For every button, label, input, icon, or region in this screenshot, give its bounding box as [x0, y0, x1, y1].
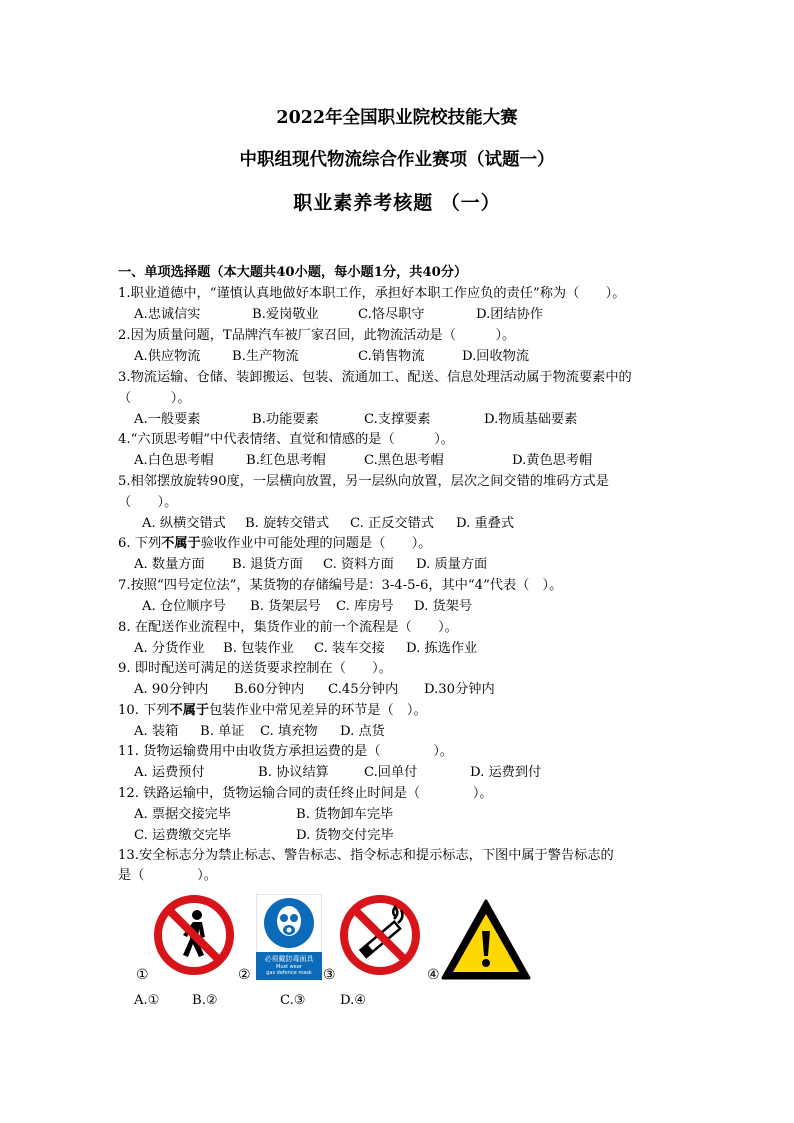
warning-triangle-sign-icon	[440, 898, 532, 982]
q7-option-d: D. 货架号	[414, 599, 473, 614]
q6-stem-start: 6. 下列	[118, 536, 162, 551]
gas-mask-sign-english-1: Must wear	[276, 964, 302, 970]
question-13-stem-cont: 是（ ）。	[118, 868, 217, 883]
q13-option-a: A.①	[134, 993, 160, 1008]
q6-option-c: C. 资料方面	[323, 557, 394, 572]
q13-option-c: C.③	[280, 993, 306, 1008]
event-title: 中职组现代物流综合作业赛项（试题一）	[239, 150, 555, 170]
q6-emphasis-not: 不属于	[161, 536, 201, 551]
no-smoking-sign-icon	[338, 893, 422, 977]
q10-option-a: A. 装箱	[134, 724, 179, 739]
question-9-stem: 9. 即时配送可满足的送货要求控制在（ ）。	[118, 661, 392, 676]
q1-option-c: C.恪尽职守	[358, 307, 425, 322]
q11-option-a: A. 运费预付	[134, 765, 205, 780]
q2-option-c: C.销售物流	[358, 349, 425, 364]
q5-option-d: D. 重叠式	[456, 516, 515, 531]
no-pedestrian-sign-icon	[152, 893, 236, 977]
q11-option-c: C.回单付	[364, 765, 418, 780]
q10-stem-end: 包装作业中常见差异的环节是（ ）。	[209, 703, 427, 718]
gas-mask-sign-english-2: gas defence mask	[266, 970, 312, 976]
q8-option-b: B. 包装作业	[223, 641, 294, 656]
q8-option-a: A. 分货作业	[134, 641, 205, 656]
q4-option-b: B.红色思考帽	[246, 453, 326, 468]
q12-option-d: D. 货物交付完毕	[296, 828, 394, 843]
q10-emphasis-not: 不属于	[169, 703, 210, 718]
q9-option-a: A. 90分钟内	[134, 682, 209, 697]
q7-option-b: B. 货架层号	[250, 599, 321, 614]
q13-option-b: B.②	[192, 993, 218, 1008]
section-heading: 一、单项选择题（本大题共40小题，每小题1分，共40分）	[118, 265, 468, 280]
q4-option-a: A.白色思考帽	[134, 453, 214, 468]
question-5-stem-cont: （ ）。	[118, 495, 178, 510]
question-6-stem	[118, 535, 432, 552]
q6-stem-end: 验收作业中可能处理的问题是（ ）。	[200, 536, 432, 551]
q13-option-d: D.④	[340, 993, 367, 1008]
q6-option-d: D. 质量方面	[416, 557, 488, 572]
sign-label-3: ③	[323, 967, 336, 983]
q12-option-a: A. 票据交接完毕	[134, 807, 232, 822]
q9-option-b: B.60分钟内	[234, 682, 305, 697]
question-5-stem: 5.相邻摆放旋转90度，一层横向放置，另一层纵向放置，层次之间交错的堆码方式是	[118, 474, 609, 489]
exam-title: 职业素养考核题 （一）	[293, 192, 501, 214]
q6-option-a: A. 数量方面	[134, 557, 205, 572]
question-13-stem: 13.安全标志分为禁止标志、警告标志、指令标志和提示标志，下图中属于警告标志的	[118, 848, 614, 863]
q10-option-d: D. 点货	[340, 724, 385, 739]
question-3-stem: 3.物流运输、仓储、装卸搬运、包装、流通加工、配送、信息处理活动属于物流要素中的	[118, 370, 632, 385]
question-8-stem: 8. 在配送作业流程中，集货作业的前一个流程是（ ）。	[118, 620, 458, 635]
gas-mask-sign-text: 必须戴防毒面具	[264, 955, 314, 963]
question-11-stem: 11. 货物运输费用中由收货方承担运费的是（ ）。	[118, 744, 454, 759]
q7-option-c: C. 库房号	[336, 599, 394, 614]
question-12-stem: 12. 铁路运输中，货物运输合同的责任终止时间是（ ）。	[118, 786, 493, 801]
q12-option-b: B. 货物卸车完毕	[296, 807, 394, 822]
question-3-stem-cont: （ ）。	[118, 391, 191, 406]
sign-label-2: ②	[238, 967, 251, 983]
question-1-stem: 1.职业道德中，“谨慎认真地做好本职工作，承担好本职工作应负的责任”称为（ ）。	[118, 286, 626, 301]
q5-option-b: B. 旋转交错式	[245, 516, 330, 531]
question-4-stem: 4.“六顶思考帽”中代表情绪、直觉和情感的是（ ）。	[118, 432, 454, 447]
q11-option-d: D. 运费到付	[470, 765, 542, 780]
q5-option-a: A. 纵横交错式	[142, 516, 226, 531]
q1-option-a: A.忠诚信实	[134, 307, 201, 322]
sign-label-1: ①	[136, 967, 149, 983]
q3-option-a: A.一般要素	[134, 412, 201, 427]
q4-option-d: D.黄色思考帽	[512, 453, 593, 468]
q8-option-c: C. 装车交接	[314, 641, 385, 656]
q9-option-c: C.45分钟内	[328, 682, 399, 697]
q10-option-b: B. 单证	[200, 724, 245, 739]
q12-option-c: C. 运费缴交完毕	[134, 828, 232, 843]
q3-option-c: C.支撑要素	[364, 412, 431, 427]
q8-option-d: D. 拣选作业	[406, 641, 478, 656]
q11-option-b: B. 协议结算	[258, 765, 329, 780]
q2-option-a: A.供应物流	[134, 349, 201, 364]
q1-option-d: D.团结协作	[476, 307, 544, 322]
sign-label-4: ④	[427, 967, 440, 983]
q1-option-b: B.爱岗敬业	[252, 307, 319, 322]
question-10-stem	[118, 702, 427, 719]
q5-option-c: C. 正反交错式	[350, 516, 434, 531]
question-2-stem: 2.因为质量问题，T品牌汽车被厂家召回，此物流活动是（ ）。	[118, 328, 516, 343]
q10-option-c: C. 填充物	[260, 724, 318, 739]
q2-option-d: D.回收物流	[462, 349, 530, 364]
q3-option-b: B.功能要素	[252, 412, 319, 427]
question-7-stem: 7.按照“四号定位法”，某货物的存储编号是：3-4-5-6，其中“4”代表（ ）。	[118, 578, 563, 593]
q2-option-b: B.生产物流	[232, 349, 299, 364]
q4-option-c: C.黑色思考帽	[364, 453, 444, 468]
competition-title: 2022年全国职业院校技能大赛	[276, 108, 518, 128]
q10-stem-start: 10. 下列	[118, 703, 170, 718]
q9-option-d: D.30分钟内	[424, 682, 495, 697]
q3-option-d: D.物质基础要素	[484, 412, 578, 427]
q7-option-a: A. 仓位顺序号	[142, 599, 226, 614]
q6-option-b: B. 退货方面	[232, 557, 303, 572]
